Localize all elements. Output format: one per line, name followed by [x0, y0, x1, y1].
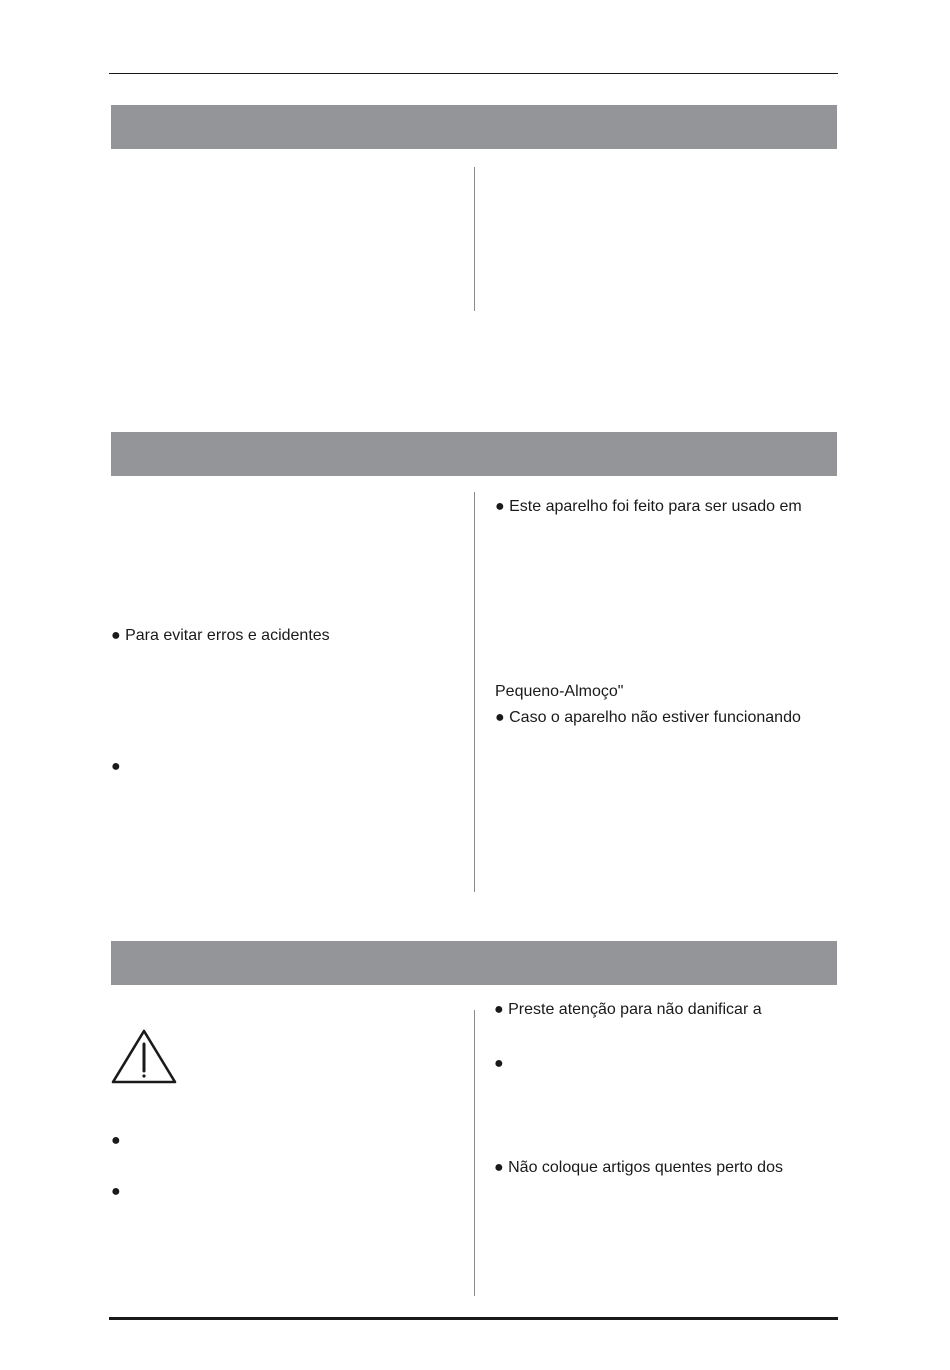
section-1-column-divider [474, 167, 475, 311]
section-2-header-band [111, 432, 837, 476]
warning-triangle-icon [110, 1028, 178, 1086]
section-3-right-bullet-hot-items: ● Não coloque artigos quentes perto dos [494, 1159, 783, 1176]
section-2-column-divider [474, 492, 475, 892]
section-2-right-bullet-usage: ● Este aparelho foi feito para ser usado em [495, 498, 802, 515]
section-2-left-bullet-avoid-errors: ● Para evitar erros e acidentes [111, 627, 330, 644]
header-rule [109, 73, 838, 74]
section-3-column-divider [474, 1010, 475, 1296]
section-3-left-bullet-marker-2: ● [111, 1183, 121, 1200]
section-3-header-band [111, 941, 837, 985]
section-2-right-bullet-not-working: ● Caso o aparelho não estiver funcionando [495, 709, 801, 726]
footer-rule [109, 1317, 838, 1320]
section-3-right-bullet-attention: ● Preste atenção para não danificar a [494, 1001, 762, 1018]
section-2-right-text-breakfast: Pequeno-Almoço" [495, 683, 624, 700]
section-2-left-bullet-marker: ● [111, 758, 121, 775]
section-1-header-band [111, 105, 837, 149]
section-3-right-bullet-marker: ● [494, 1055, 504, 1072]
section-3-left-bullet-marker-1: ● [111, 1132, 121, 1149]
